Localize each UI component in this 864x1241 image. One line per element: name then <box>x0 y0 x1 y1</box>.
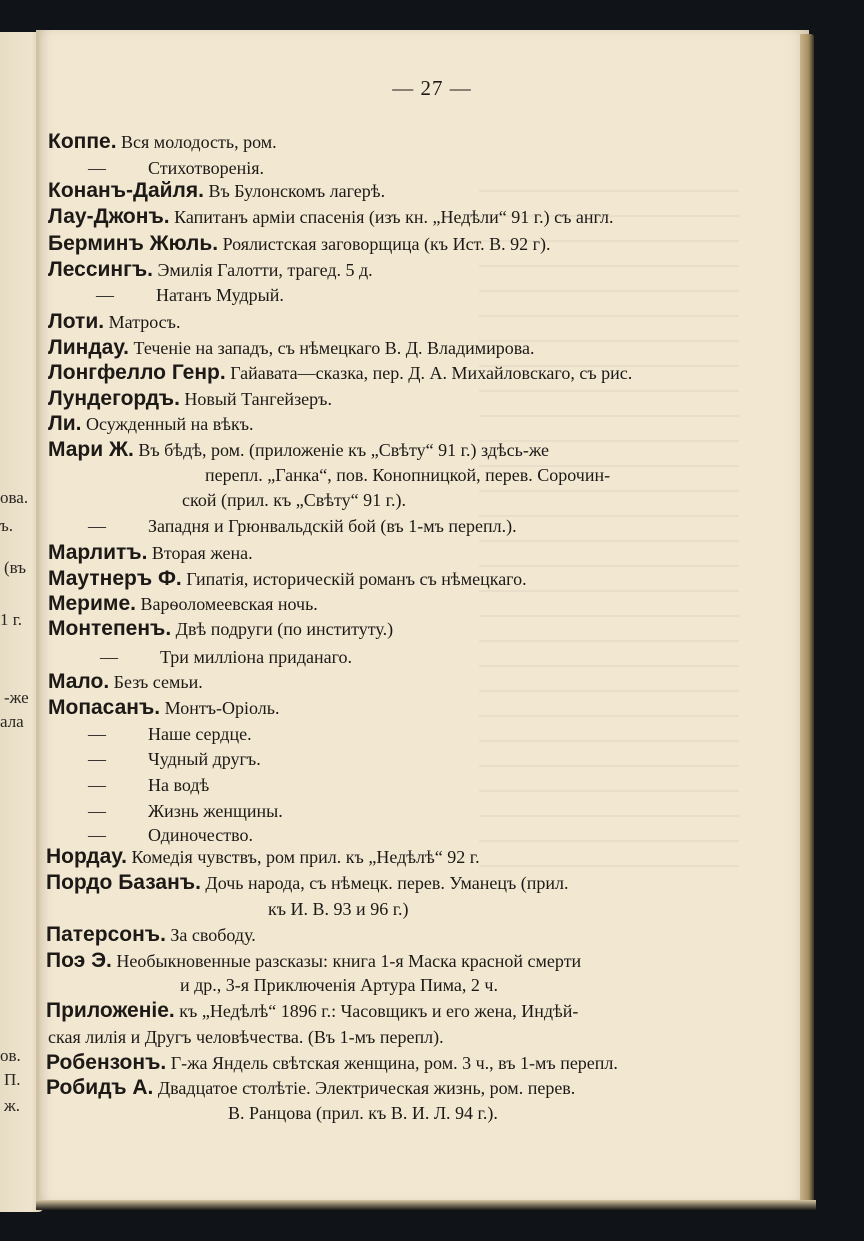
entry-text: Жизнь женщины. <box>148 801 283 821</box>
entry-text: ской (прил. къ „Свѣту“ 91 г.). <box>182 490 406 510</box>
entry-author: Нордау. <box>46 845 127 868</box>
catalog-entry <box>46 871 569 895</box>
entry-text: Вся молодость, ром. <box>121 132 277 152</box>
catalog-entry <box>46 1076 575 1100</box>
entry-author: Мопасанъ. <box>48 696 161 719</box>
left-fragment: ова. <box>0 488 29 507</box>
left-fragment: П. <box>4 1070 21 1089</box>
entry-author: Мари Ж. <box>48 438 134 461</box>
left-fragment: (въ <box>4 558 27 577</box>
catalog-entry <box>88 799 283 823</box>
catalog-entry <box>96 283 284 307</box>
catalog-entry <box>228 1101 498 1125</box>
entry-author: Лонгфелло Генр. <box>48 361 226 384</box>
left-fragment: ъ. <box>0 516 14 535</box>
entry-author: Ли. <box>48 412 82 435</box>
entry-text: За свободу. <box>170 925 256 945</box>
entry-text: Наше сердце. <box>148 724 252 744</box>
entry-author: Приложеніе. <box>46 999 175 1022</box>
catalog-entry <box>48 438 549 462</box>
catalog-entry <box>46 923 256 947</box>
entry-text: Три милліона приданаго. <box>160 647 353 667</box>
entry-author: Коппе. <box>48 130 117 153</box>
catalog-entry <box>48 696 279 720</box>
entry-dash: — <box>96 285 114 305</box>
catalog-entry <box>180 973 498 997</box>
entry-dash: — <box>88 825 106 845</box>
entry-text: Теченіе на западъ, съ нѣмецкаго В. Д. Владимирова. <box>133 338 535 358</box>
entry-text: Варѳоломеевская ночь. <box>140 594 318 614</box>
catalog-entry <box>46 999 578 1023</box>
catalog-entry <box>48 670 203 694</box>
entry-text: Осужденный на вѣкъ. <box>85 414 254 434</box>
entry-text: Западня и Грюнвальдскій бой (въ 1-мъ перепл.). <box>148 516 517 536</box>
show-through-text <box>479 190 739 890</box>
catalog-entry <box>48 232 550 256</box>
entry-author: Лундегордъ. <box>48 387 180 410</box>
left-fragment: 1 г. <box>0 610 23 629</box>
entry-dash: — <box>88 158 106 178</box>
catalog-entry <box>268 897 409 921</box>
entry-author: Пордо Базанъ. <box>46 871 201 894</box>
entry-text: Матросъ. <box>108 312 181 332</box>
left-fragment: -же <box>4 688 29 707</box>
entry-text: В. Ранцова (прил. къ В. И. Л. 94 г.). <box>228 1103 498 1123</box>
catalog-entry <box>100 645 352 669</box>
catalog-entry <box>48 336 535 360</box>
entry-author: Патерсонъ. <box>46 923 166 946</box>
entry-text: Одиночество. <box>148 825 253 845</box>
entry-dash: — <box>100 647 118 667</box>
entry-author: Линдау. <box>48 336 130 359</box>
entry-author: Марлитъ. <box>48 541 148 564</box>
entry-text: Въ Булонскомъ лагерѣ. <box>208 181 386 201</box>
entry-text: На водѣ <box>148 775 210 795</box>
entry-text: Г-жа Яндель свѣтская женщина, ром. 3 ч., въ 1-мъ перепл. <box>170 1053 618 1073</box>
entry-author: Робидъ А. <box>46 1076 154 1099</box>
catalog-entry <box>182 488 406 512</box>
entry-author: Робензонъ. <box>46 1051 167 1074</box>
page-edge <box>800 34 814 1202</box>
left-fragment: ов. <box>0 1046 21 1065</box>
left-fragment: ала <box>0 712 24 731</box>
entry-text: Дочь народа, съ нѣмецк. перев. Уманецъ (прил. <box>205 873 569 893</box>
entry-dash: — <box>88 724 106 744</box>
entry-text: къ И. В. 93 и 96 г.) <box>268 899 409 919</box>
entry-text: Монтъ-Оріоль. <box>164 698 280 718</box>
entry-text: Чудный другъ. <box>148 749 261 769</box>
catalog-entry <box>48 258 373 282</box>
catalog-entry <box>48 1025 444 1049</box>
catalog-entry <box>88 773 209 797</box>
catalog-entry <box>48 310 180 334</box>
catalog-entry <box>205 463 610 487</box>
entry-author: Лессингъ. <box>48 258 153 281</box>
catalog-entry <box>48 361 632 385</box>
entry-author: Берминъ Жюль. <box>48 232 219 255</box>
entry-text: Гайавата—сказка, пер. Д. А. Михайловскаго, съ рис. <box>230 363 633 383</box>
catalog-entry <box>46 949 581 973</box>
catalog-entry <box>48 205 613 229</box>
catalog-entry <box>88 823 253 847</box>
entry-author: Конанъ-Дайля. <box>48 179 204 202</box>
entry-text: Стихотворенія. <box>148 158 264 178</box>
catalog-entry <box>88 722 252 746</box>
entry-author: Монтепенъ. <box>48 617 172 640</box>
entry-author: Поэ Э. <box>46 949 112 972</box>
entry-author: Мериме. <box>48 592 136 615</box>
entry-author: Лау-Джонъ. <box>48 205 170 228</box>
catalog-entry <box>88 747 261 771</box>
catalog-entry <box>48 541 253 565</box>
entry-text: Необыкновенные разсказы: книга 1-я Маска красной смерти <box>116 951 582 971</box>
catalog-entry <box>48 179 385 203</box>
catalog-entry <box>48 412 254 436</box>
entry-dash: — <box>88 749 106 769</box>
entry-text: Двадцатое столѣтіе. Электрическая жизнь, ром. перев. <box>157 1078 576 1098</box>
entry-dash: — <box>88 516 106 536</box>
catalog-entry <box>48 592 318 616</box>
catalog-entry <box>48 567 527 591</box>
page-number: — 27 — <box>392 76 472 100</box>
page-bottom-edge <box>36 1200 816 1210</box>
entry-text: Безъ семьи. <box>113 672 203 692</box>
entry-dash: — <box>88 801 106 821</box>
entry-text: къ „Недѣлѣ“ 1896 г.: Часовщикъ и его жена, Индѣй- <box>179 1001 579 1021</box>
entry-text: Роялистская заговорщица (къ Ист. В. 92 г). <box>222 234 551 254</box>
catalog-entry <box>46 1051 618 1075</box>
catalog-entry <box>88 156 264 180</box>
entry-text: Двѣ подруги (по институту.) <box>175 619 394 639</box>
entry-text: Вторая жена. <box>151 543 253 563</box>
entry-text: Натанъ Мудрый. <box>156 285 284 305</box>
entry-author: Маутнеръ Ф. <box>48 567 182 590</box>
catalog-entry <box>48 387 332 411</box>
entry-author: Мало. <box>48 670 110 693</box>
catalog-entry <box>46 845 480 869</box>
entry-text: ская лилія и Другъ человѣчества. (Въ 1-мъ перепл). <box>48 1027 444 1047</box>
left-fragment: ж. <box>4 1096 20 1115</box>
entry-text: Гипатія, историческій романъ съ нѣмецкаго. <box>186 569 527 589</box>
entry-text: и др., 3-я Приключенія Артура Пима, 2 ч. <box>180 975 498 995</box>
entry-text: Эмилія Галотти, трагед. 5 д. <box>157 260 373 280</box>
entry-text: Капитанъ арміи спасенія (изъ кн. „Недѣли“ 91 г.) съ англ. <box>174 207 614 227</box>
catalog-entry <box>48 617 393 641</box>
entry-text: Въ бѣдѣ, ром. (приложеніе къ „Свѣту“ 91 г.) здѣсь-же <box>138 440 550 460</box>
catalog-entry <box>88 514 517 538</box>
entry-text: перепл. „Ганка“, пов. Конопницкой, перев. Сорочин- <box>205 465 611 485</box>
catalog-entry <box>48 130 277 154</box>
entry-text: Комедія чувствъ, ром прил. къ „Недѣлѣ“ 92 г. <box>131 847 480 867</box>
entry-text: Новый Тангейзеръ. <box>184 389 332 409</box>
entry-author: Лоти. <box>48 310 105 333</box>
entry-dash: — <box>88 775 106 795</box>
